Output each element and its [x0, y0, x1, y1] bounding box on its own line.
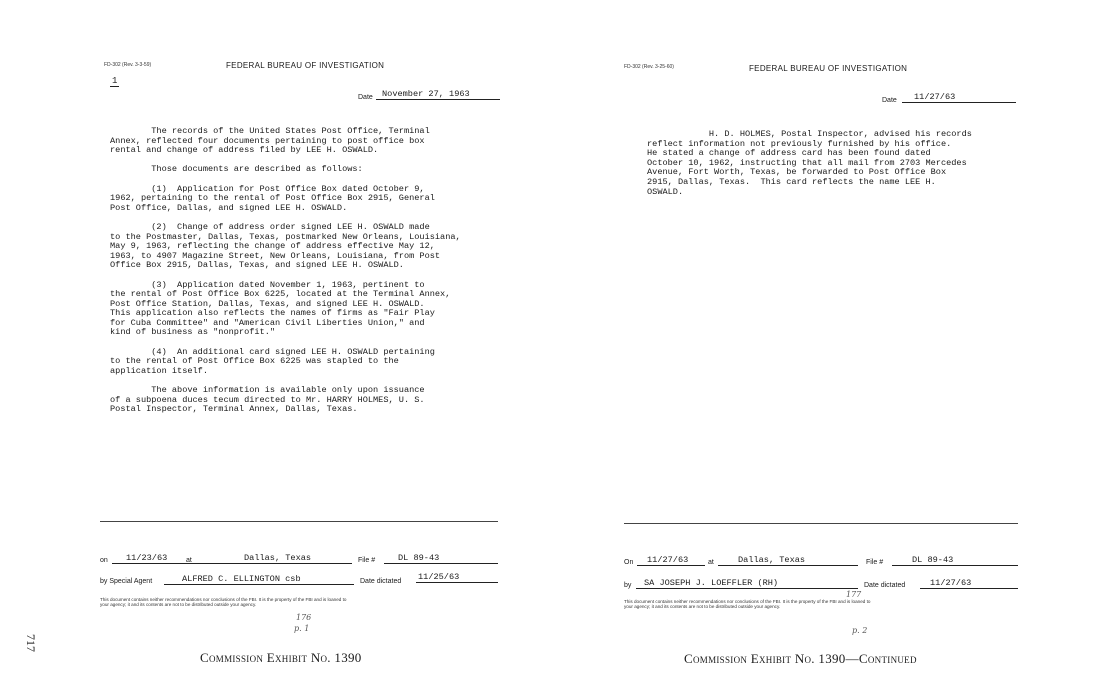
- left-body-line: Post Office, Dallas, and signed LEE H. OSWALD.: [110, 202, 348, 213]
- left-body-line: 1962, pertaining to the rental of Post Office Box 2915, General: [110, 193, 435, 204]
- right-place: Dallas, Texas: [718, 555, 858, 566]
- left-body-line: (1) Application for Post Office Box dated October 9,: [110, 183, 425, 194]
- right-date: 11/27/63: [902, 92, 1016, 103]
- right-on-label: On: [624, 559, 634, 566]
- left-body-line: May 9, 1963, reflecting the change of address effective May 12,: [110, 241, 435, 252]
- side-page-number: 717: [24, 634, 38, 652]
- left-agent-label: by Special Agent: [100, 578, 153, 585]
- left-body-line: application itself.: [110, 365, 208, 376]
- right-page-mark: p. 2: [852, 626, 868, 635]
- right-agent-label: by: [624, 582, 632, 589]
- left-body-line: to the Postmaster, Dallas, Texas, postmarked New Orleans, Louisiana,: [110, 231, 461, 242]
- left-handwritten-number: 176: [296, 613, 312, 622]
- left-body-line: to the rental of Post Office Box 6225 was stapled to the: [110, 356, 399, 367]
- right-body-line: reflect information not previously furnished by his office.: [647, 138, 952, 149]
- left-disclaimer: This document contains neither recommendations nor conclusions of the FBI. It is the property of the FBI and is loaned to your agency; it and its contents are not to be distributed outside your agency.: [100, 597, 347, 608]
- left-body-line: Those documents are described as follows:: [110, 164, 363, 175]
- left-body-line: kind of business as "nonprofit.": [110, 327, 276, 338]
- left-body-line: The records of the United States Post Office, Terminal: [110, 126, 430, 136]
- left-body-line: Office Box 2915, Dallas, Texas, and signed LEE H. OSWALD.: [110, 260, 404, 271]
- right-body-line: He stated a change of address card has been found dated: [647, 148, 931, 159]
- left-page-mark: p. 1: [294, 624, 310, 633]
- left-page-number: 1: [112, 76, 118, 86]
- left-on-label: on: [100, 557, 108, 564]
- left-body-line: Postal Inspector, Terminal Annex, Dallas, Texas.: [110, 404, 358, 415]
- right-body-line: Avenue, Fort Worth, Texas, be forwarded to Post Office Box: [647, 167, 947, 178]
- left-body-line: The above information is available only upon issuance: [110, 385, 425, 396]
- left-body-line: rental and change of address filed by LEE H. OSWALD.: [110, 145, 379, 156]
- left-on-date: 11/23/63: [112, 553, 196, 564]
- left-divider: [100, 521, 498, 522]
- left-body-line: Post Office Station, Dallas, Texas, and signed LEE H. OSWALD.: [110, 298, 425, 309]
- right-file-number: DL 89-43: [892, 555, 1018, 566]
- right-on-date: 11/27/63: [637, 555, 705, 566]
- left-place: Dallas, Texas: [194, 553, 352, 564]
- right-body-text: [647, 130, 972, 197]
- left-caption: Commission Exhibit No. 1390: [200, 650, 362, 665]
- left-file-number: DL 89-43: [384, 553, 498, 564]
- right-bureau-header: FEDERAL BUREAU OF INVESTIGATION: [749, 64, 908, 73]
- left-file-label: File #: [358, 557, 376, 564]
- left-date-label: Date: [358, 94, 373, 101]
- right-date-label: Date: [882, 97, 897, 104]
- right-file-label: File #: [866, 559, 884, 566]
- left-bureau-header: FEDERAL BUREAU OF INVESTIGATION: [226, 61, 385, 70]
- right-at-label: at: [708, 559, 714, 566]
- left-agent-name: ALFRED C. ELLINGTON csb: [164, 574, 354, 585]
- right-body-line: OSWALD.: [647, 186, 684, 197]
- left-body-line: (4) An additional card signed LEE H. OSWALD pertaining: [110, 346, 435, 357]
- right-caption: Commission Exhibit No. 1390—Continued: [684, 651, 917, 666]
- right-handwritten-number: 177: [846, 590, 862, 599]
- right-form-number: FD-302 (Rev. 3-25-60): [624, 64, 674, 70]
- left-body-line: Annex, reflected four documents pertaining to post office box: [110, 135, 425, 146]
- left-body-line: (3) Application dated November 1, 1963, pertinent to: [110, 279, 425, 290]
- right-date-dictated: 11/27/63: [920, 578, 1018, 589]
- left-form-number: FD-302 (Rev. 3-3-59): [104, 62, 152, 68]
- right-body-line: H. D. HOLMES, Postal Inspector, advised his records: [647, 129, 972, 139]
- right-body-line: 2915, Dallas, Texas. This card reflects the name LEE H.: [647, 176, 936, 187]
- right-disclaimer: This document contains neither recommendations nor conclusions of the FBI. It is the property of the FBI and is loaned to your agency; it and its contents are not to be distributed outside your agency.: [624, 599, 871, 610]
- right-agent-name: SA JOSEPH J. LOEFFLER (RH): [636, 578, 858, 589]
- left-body-line: the rental of Post Office Box 6225, located at the Terminal Annex,: [110, 289, 451, 300]
- left-body-text: [110, 127, 461, 415]
- right-body-line: October 10, 1962, instructing that all mail from 2703 Mercedes: [647, 157, 967, 168]
- right-divider: [624, 523, 1018, 524]
- left-body-line: of a subpoena duces tecum directed to Mr. HARRY HOLMES, U. S.: [110, 394, 425, 405]
- right-dictated-label: Date dictated: [864, 582, 906, 589]
- left-body-line: (2) Change of address order signed LEE H. OSWALD made: [110, 221, 430, 232]
- left-at-label: at: [186, 557, 192, 564]
- left-body-line: for Cuba Committee" and "American Civil Liberties Union," and: [110, 317, 425, 328]
- left-date-dictated: 11/25/63: [416, 572, 498, 583]
- left-body-line: This application also reflects the names of firms as "Fair Play: [110, 308, 435, 319]
- left-date: November 27, 1963: [376, 89, 500, 100]
- left-body-line: 1963, to 4907 Magazine Street, New Orleans, Louisiana, from Post: [110, 250, 441, 261]
- left-dictated-label: Date dictated: [360, 578, 402, 585]
